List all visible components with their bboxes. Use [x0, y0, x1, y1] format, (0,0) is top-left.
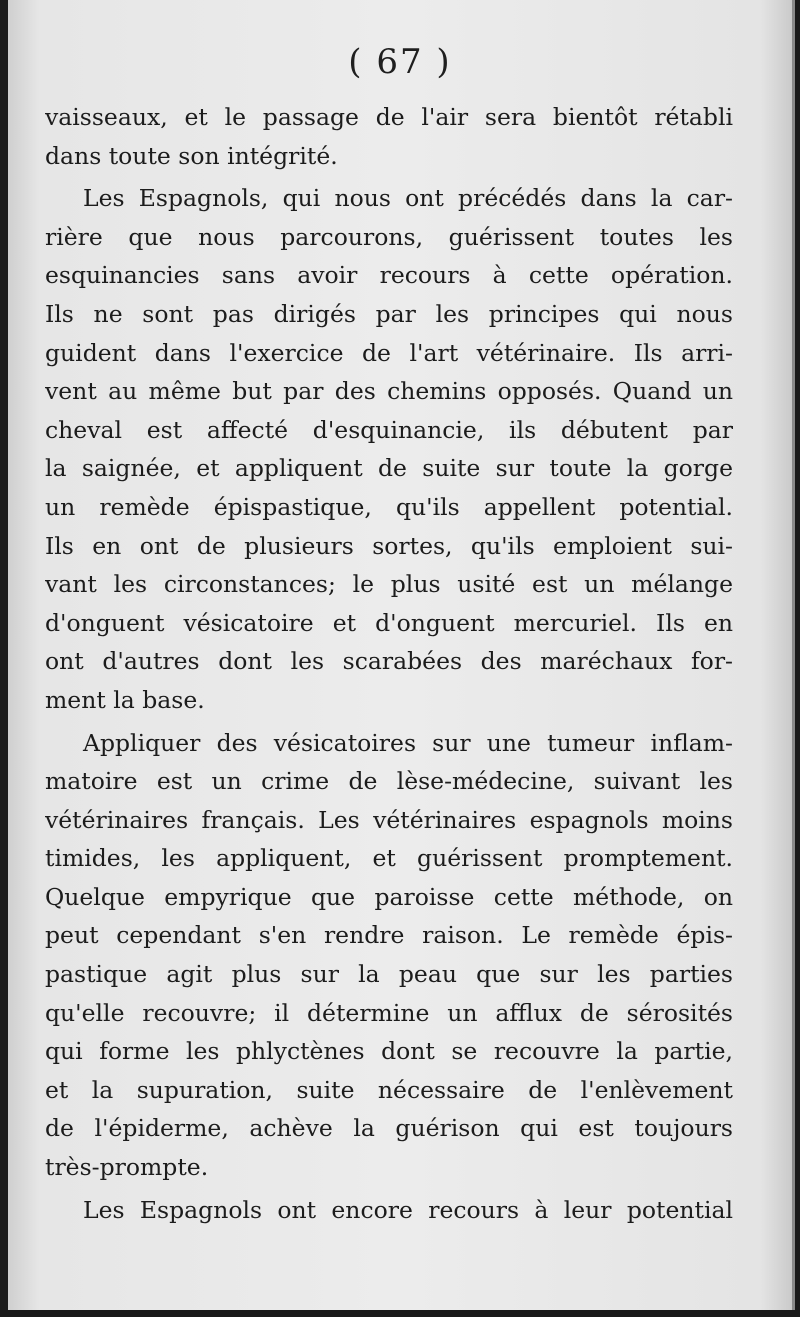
text-line: matoire est un crime de lèse-médecine, suivant les [45, 767, 733, 796]
text-line: cheval est affecté d'esquinancie, ils débutent par [45, 415, 733, 444]
page-number: ( 67 ) [348, 42, 452, 82]
text-line: très-prompte. [45, 1153, 209, 1182]
text-line: de l'épiderme, achève la guérison qui est toujours [45, 1114, 733, 1143]
text-line: Ils ne sont pas dirigés par les principes qui nous [45, 299, 733, 328]
paragraph [45, 724, 733, 1187]
text-line: pastique agit plus sur la peau que sur les parties [45, 960, 733, 989]
text-line: Les Espagnols, qui nous ont précédés dans la car- [83, 184, 733, 213]
text-line: qui forme les phlyctènes dont se recouvre la partie, [45, 1037, 733, 1066]
text-line: esquinancies sans avoir recours à cette opération. [45, 261, 733, 290]
text-line: vent au même but par des chemins opposés. Quand un [45, 377, 733, 406]
paragraph [45, 1191, 733, 1230]
text-line: vétérinaires français. Les vétérinaires espagnols moins [45, 805, 733, 834]
body-text [45, 98, 733, 1229]
text-line: la saignée, et appliquent de suite sur toute la gorge [45, 454, 733, 483]
text-line: ont d'autres dont les scarabées des maréchaux for- [45, 647, 733, 676]
text-line: vaisseaux, et le passage de l'air sera bientôt rétabli [45, 103, 733, 131]
text-line: qu'elle recouvre; il détermine un afflux de sérosités [45, 998, 733, 1027]
text-line: Les Espagnols ont encore recours à leur potential [83, 1195, 733, 1224]
text-line: un remède épispastique, qu'ils appellent potential. [45, 492, 733, 521]
text-line: ment la base. [45, 685, 205, 714]
book-page [8, 0, 795, 1310]
paragraph [45, 179, 733, 719]
paragraph [45, 98, 733, 175]
text-line: Appliquer des vésicatoires sur une tumeur inflam- [83, 728, 733, 757]
text-line: peut cependant s'en rendre raison. Le remède épis- [45, 921, 733, 950]
text-line: Ils en ont de plusieurs sortes, qu'ils emploient sui- [45, 531, 733, 560]
text-line: et la supuration, suite nécessaire de l'enlèvement [45, 1075, 733, 1104]
text-line: vant les circonstances; le plus usité est un mélange [45, 570, 733, 599]
text-line: dans toute son intégrité. [45, 141, 338, 170]
text-line: Quelque empyrique que paroisse cette méthode, on [45, 882, 733, 911]
text-line: timides, les appliquent, et guérissent promptement. [45, 844, 733, 873]
text-line: rière que nous parcourons, guérissent toutes les [45, 222, 733, 251]
text-line: d'onguent vésicatoire et d'onguent mercuriel. Ils en [45, 608, 733, 637]
text-line: guident dans l'exercice de l'art vétérinaire. Ils arri- [45, 338, 733, 367]
